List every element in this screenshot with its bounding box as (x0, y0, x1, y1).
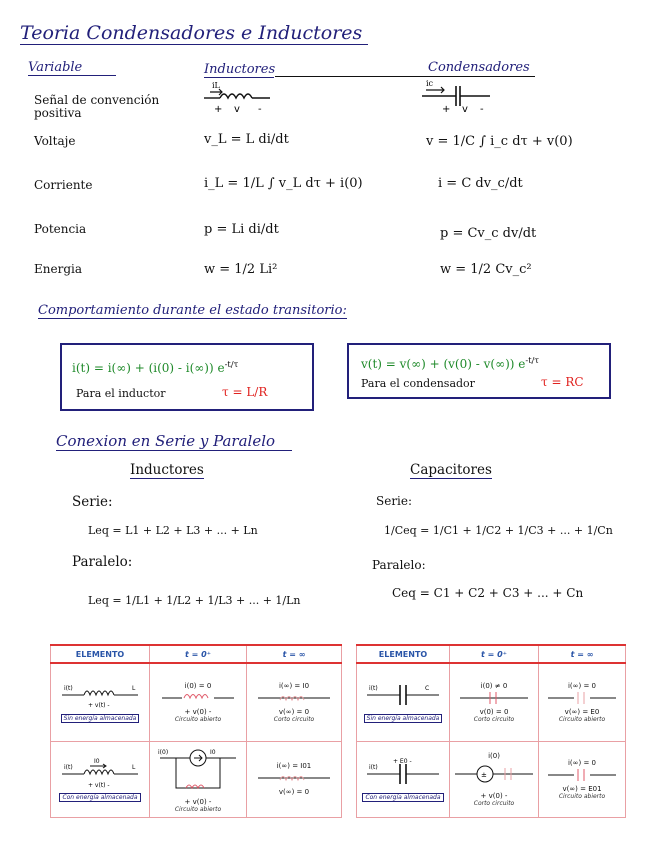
svg-text:I0: I0 (210, 748, 216, 756)
voltage-source-icon (453, 760, 535, 790)
conexion-capacitores-title: Capacitores (410, 462, 492, 478)
short-capacitor-icon (456, 690, 532, 706)
svg-text:I0: I0 (94, 758, 100, 765)
ind-serie-formula: Leq = L1 + L2 + L3 + ... + Ln (88, 524, 258, 537)
svg-text:+ v(t) -: + v(t) - (88, 702, 110, 710)
capacitor-symbol-icon (420, 76, 500, 116)
row-label-potencia: Potencia (34, 222, 87, 236)
svg-text:L: L (132, 685, 136, 693)
capacitor-table-header-t0: t = 0⁺ (450, 645, 539, 663)
cap-paralelo-formula: Ceq = C1 + C2 + C3 + ... + Cn (392, 586, 584, 600)
inductor-transient-exponent: -t/τ (224, 359, 239, 369)
svg-text:i(t): i(t) (64, 685, 73, 693)
row-label-voltaje: Voltaje (34, 134, 76, 148)
capacitor-row1-tinf-voltage: v(∞) = E0 (564, 707, 600, 716)
short-inductor-2-icon (254, 770, 334, 786)
svg-text:-: - (258, 104, 262, 115)
capacitor-row2-tinf-current: i(∞) = 0 (567, 758, 596, 767)
svg-text:+: + (214, 104, 223, 115)
svg-text:±: ± (481, 770, 487, 779)
cap-potencia-formula: p = Cv_c dv/dt (440, 226, 537, 241)
open-inductor-icon (158, 690, 238, 706)
inductor-row1-tinf-caption: Corto circuito (273, 715, 315, 723)
ind-energia-formula: w = 1/2 Li² (204, 262, 278, 277)
capacitor-row2-tag: Con energía almacenada (362, 793, 443, 802)
row-label-corriente: Corriente (34, 178, 93, 192)
capacitor-transient-exponent: -t/τ (525, 355, 540, 365)
inductor-symbol-icon (200, 80, 280, 116)
cap-corriente-formula: i = C dv_c/dt (438, 176, 523, 191)
inductor-transient-box (60, 343, 314, 411)
short-inductor-icon (254, 690, 334, 706)
capacitor-row1-tinf-current: i(∞) = 0 (567, 681, 596, 690)
inductor-row2-tag: Con energía almacenada (59, 793, 140, 802)
inductor-row1-tinf (247, 663, 342, 741)
capacitor-row2-tinf-voltage: v(∞) = E01 (562, 784, 602, 793)
svg-text:ic: ic (426, 79, 434, 88)
capacitor-row2-t0-caption: Corto circuito (473, 799, 515, 807)
col-inductores: Inductores (204, 62, 276, 77)
capacitor-transient-box (347, 343, 611, 399)
capacitor-row2-element (357, 741, 450, 817)
capacitor-row1-t0 (450, 663, 539, 741)
page-title: Teoria Condensadores e Inductores (20, 22, 368, 45)
cap-energia-formula: w = 1/2 Cv_c² (440, 262, 532, 277)
inductor-row2-t0-voltage: + v(0) - (184, 797, 212, 806)
ind-paralelo-formula: Leq = 1/L1 + 1/L2 + 1/L3 + ... + 1/Ln (88, 594, 301, 607)
inductor-table-header-tinf: t = ∞ (247, 645, 342, 663)
inductor-tau: τ = L/R (222, 385, 268, 399)
capacitor-element-table (356, 644, 626, 818)
cap-voltaje-formula: v = 1/C ∫ i_c dτ + v(0) (426, 134, 573, 149)
svg-text:+: + (442, 104, 451, 115)
inductor-table-header-t0: t = 0⁺ (150, 645, 247, 663)
capacitor-row1-tinf-caption: Circuito abierto (558, 715, 606, 723)
svg-text:+ E0 -: + E0 - (393, 758, 412, 765)
cap-paralelo-label: Paralelo: (372, 558, 426, 572)
ind-paralelo-label: Paralelo: (72, 554, 133, 570)
capacitor-row1-t0-caption: Corto circuito (473, 715, 515, 723)
ind-serie-label: Serie: (72, 494, 113, 510)
inductor-row2-tinf-current: i(∞) = I01 (276, 762, 312, 770)
inductor-row1-element (51, 663, 150, 741)
inductor-row1-t0-current: i(0) = 0 (184, 681, 212, 690)
capacitor-row2-tinf (539, 741, 626, 817)
ind-voltaje-formula: v_L = L di/dt (204, 132, 289, 147)
inductor-row1-tinf-voltage: v(∞) = 0 (278, 707, 310, 716)
col-variable: Variable (28, 60, 116, 76)
inductor-row2-tinf (247, 741, 342, 817)
capacitor-row1-tag: Sin energía almacenada (364, 714, 443, 723)
row-label-convencion: Señal de convención positiva (34, 93, 160, 120)
capacitor-table-header-tinf: t = ∞ (539, 645, 626, 663)
capacitor-row2-t0 (450, 741, 539, 817)
svg-text:+ v(t) -: + v(t) - (88, 782, 110, 789)
svg-text:v: v (462, 104, 468, 115)
cap-serie-label: Serie: (376, 494, 413, 508)
ind-potencia-formula: p = Li di/dt (204, 222, 279, 237)
svg-text:i(t): i(t) (64, 764, 73, 771)
inductor-row1-tinf-current: i(∞) = I0 (278, 681, 310, 690)
capacitor-row1-element (357, 663, 450, 741)
svg-text:i(t): i(t) (369, 764, 378, 771)
svg-text:-: - (480, 104, 484, 115)
inductor-row1-t0 (150, 663, 247, 741)
svg-text:iL: iL (212, 81, 220, 90)
inductor-label: Para el inductor (76, 387, 166, 400)
row-label-energia: Energia (34, 262, 82, 276)
capacitor-transient-formula: v(t) = v(∞) + (v(0) - v(∞)) $e^{-t/\tau}$ (361, 355, 540, 371)
capacitor-table-header-elemento: ELEMENTO (357, 645, 450, 663)
ind-corriente-formula: i_L = 1/L ∫ v_L dτ + i(0) (204, 176, 363, 191)
capacitor-row2-tinf-caption: Circuito abierto (558, 792, 606, 800)
open-capacitor-icon (544, 690, 620, 706)
capacitor-row2-t0-current: i(0) (488, 751, 500, 760)
svg-text:C: C (425, 685, 430, 693)
inductor-row2-t0-caption: Circuito abierto (174, 805, 222, 813)
capacitor-row1-t0-current: i(0) ≠ 0 (480, 681, 508, 690)
inductor-row1-tag: Sin energía almacenada (61, 714, 140, 723)
inductor-transient-formula: i(t) = i(∞) + (i(0) - i(∞)) $e^{-t/\tau}$ (72, 359, 239, 375)
inductor-row1-t0-voltage: + v(0) - (184, 707, 212, 716)
inductor-table-header-elemento: ELEMENTO (51, 645, 150, 663)
svg-text:v: v (234, 104, 240, 115)
inductor-row1-t0-caption: Circuito abierto (174, 715, 222, 723)
capacitor-row1-tinf (539, 663, 626, 741)
svg-text:i(0): i(0) (158, 748, 169, 756)
conexion-inductores-title: Inductores (130, 462, 204, 478)
cap-serie-formula: 1/Ceq = 1/C1 + 1/C2 + 1/C3 + ... + 1/Cn (384, 524, 613, 537)
capacitor-tau: τ = RC (541, 375, 584, 389)
capacitor-charged-icon (363, 756, 443, 790)
inductor-row2-t0 (150, 741, 247, 817)
inductor-element-table (50, 644, 342, 818)
inductor-row2-tinf-voltage: v(∞) = 0 (278, 788, 310, 796)
inductor-icon (58, 681, 142, 711)
svg-text:i(t): i(t) (369, 685, 378, 693)
open-capacitor-2-icon (544, 767, 620, 783)
capacitor-icon (363, 681, 443, 711)
capacitor-label: Para el condensador (361, 377, 475, 390)
col-condensadores: Condensadores (428, 60, 530, 75)
current-source-icon (156, 746, 240, 796)
conexion-heading: Conexion en Serie y Paralelo (56, 432, 292, 451)
transitorio-heading: Comportamiento durante el estado transitorio: (38, 303, 347, 318)
inductor-row2-element (51, 741, 150, 817)
inductor-charged-icon (58, 756, 142, 790)
svg-text:L: L (132, 764, 136, 771)
capacitor-row1-t0-voltage: v(0) = 0 (479, 707, 509, 716)
capacitor-row2-t0-voltage: + v(0) - (480, 791, 508, 800)
